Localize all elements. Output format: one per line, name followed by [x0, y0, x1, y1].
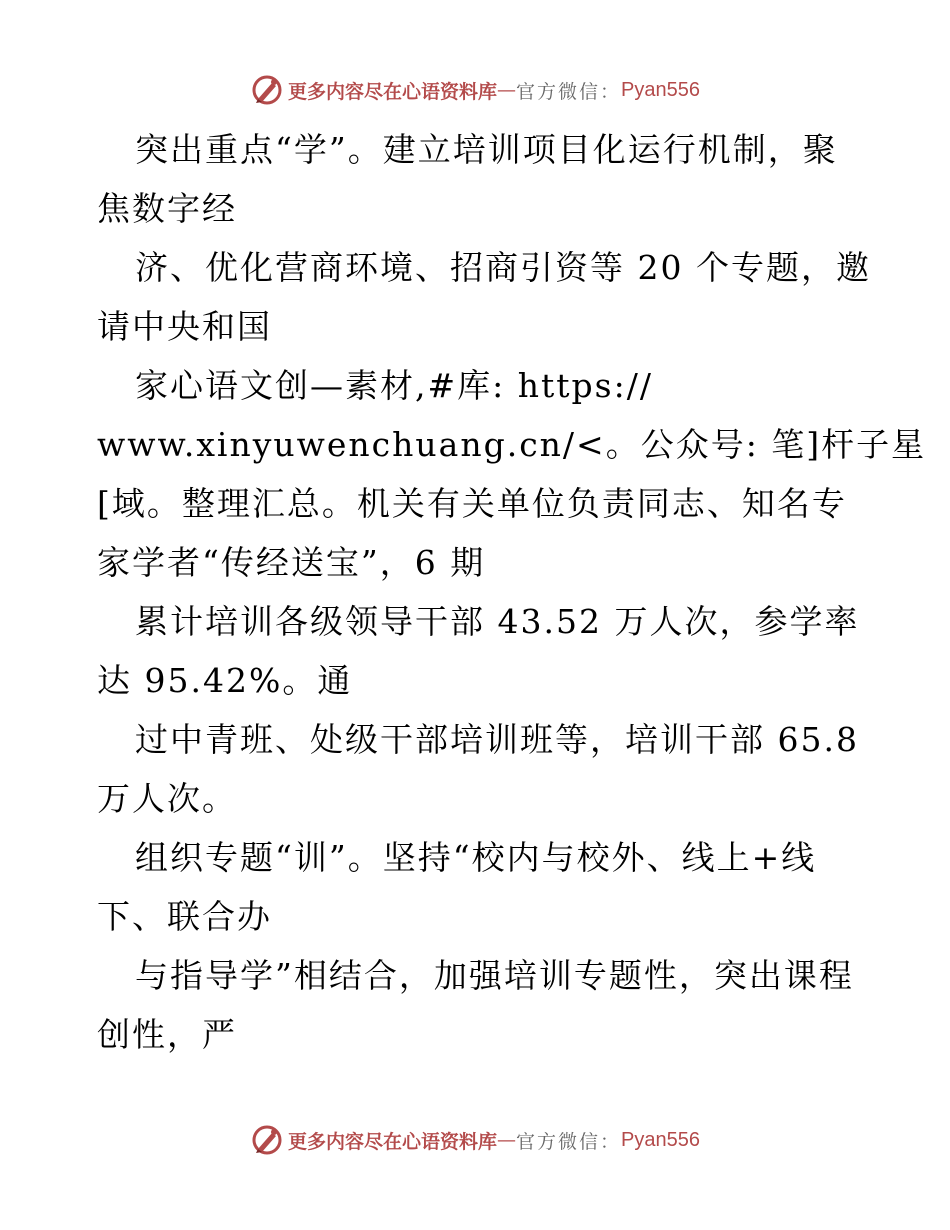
text-line: 达 95.42%。通: [97, 661, 353, 700]
text-line: 组织专题“训”。坚持“校内与校外、线上+线: [135, 838, 817, 877]
banner-wechat-label: 官方微信：: [516, 1130, 622, 1153]
text-line: 济、优化营商环境、招商引资等 20 个专题，邀: [135, 248, 871, 287]
text-line: 与指导学”相结合，加强培训专题性，突出课程: [135, 956, 854, 995]
banner-dash: —: [497, 79, 517, 101]
text-line: [域。整理汇总。机关有关单位负责同志、知名专: [97, 484, 847, 523]
banner-site-text: 更多内容尽在心语资料库: [288, 80, 498, 103]
banner-wechat-label: 官方微信：: [516, 80, 622, 103]
pen-logo-icon: [250, 1123, 284, 1157]
banner-wechat-id: Pyan556: [621, 78, 700, 101]
text-line: 过中青班、处级干部培训班等，培训干部 65.8: [135, 720, 859, 759]
text-line: 家学者“传经送宝”，6 期: [97, 543, 486, 582]
text-line: 突出重点“学”。建立培训项目化运行机制，聚: [135, 130, 838, 169]
text-line: 下、联合办: [97, 897, 272, 936]
text-line: www.xinyuwenchuang.cn/<。公众号: 笔]杆子星: [97, 425, 927, 464]
banner-dash: —: [497, 1129, 517, 1151]
pen-logo-icon: [250, 73, 284, 107]
banner-site-text: 更多内容尽在心语资料库: [288, 1130, 498, 1153]
text-line: 创性，严: [97, 1015, 237, 1054]
text-line: 焦数字经: [97, 189, 237, 228]
text-line: 家心语文创—素材,#库: https://: [135, 366, 653, 405]
text-line: 万人次。: [97, 779, 237, 818]
text-line: 请中央和国: [97, 307, 272, 346]
document-body: [97, 120, 927, 1064]
banner-wechat-id: Pyan556: [621, 1128, 700, 1151]
footer-watermark-banner: [0, 1120, 950, 1160]
header-watermark-banner: [0, 70, 950, 110]
text-line: 累计培训各级领导干部 43.52 万人次，参学率: [135, 602, 860, 641]
